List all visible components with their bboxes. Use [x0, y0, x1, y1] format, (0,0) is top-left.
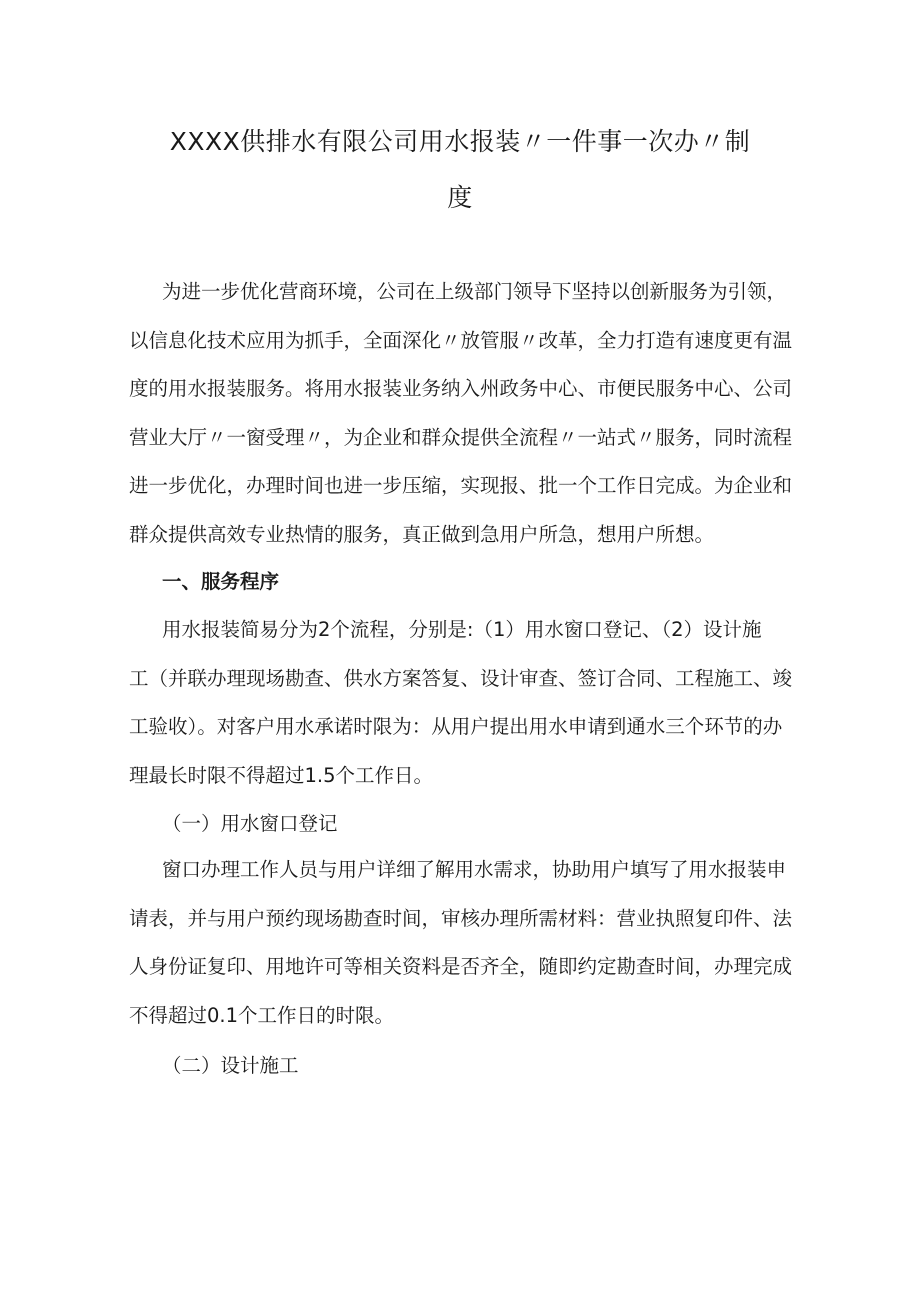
- paragraph-line: 度的用水报装服务。将用水报装业务纳入州政务中心、市便民服务中心、公司: [129, 377, 793, 400]
- document-title-line-1: XXXX供排水有限公司用水报装〃一件事一次办〃制: [169, 127, 751, 156]
- paragraph-line: 用水报装简易分为2个流程，分别是:（1）用水窗口登记、（2）设计施: [162, 618, 762, 641]
- document-title-line-2: 度: [447, 183, 473, 212]
- section-heading-service-procedure: 一、服务程序: [162, 570, 280, 593]
- paragraph-line: 进一步优化，办理时间也进一步压缩，实现报、批一个工作日完成。为企业和: [129, 474, 793, 497]
- paragraph-line: 不得超过0.1个工作日的时限。: [129, 1003, 395, 1027]
- section-1-paragraph: [129, 606, 819, 800]
- paragraph-line: 以信息化技术应用为抓手，全面深化〃放管服〃改革，全力打造有速度更有温: [129, 328, 793, 352]
- paragraph-line: 营业大厅〃一窗受理〃，为企业和群众提供全流程〃一站式〃服务，同时流程: [129, 425, 793, 449]
- paragraph-line: 窗口办理工作人员与用户详细了解用水需求，协助用户填写了用水报装申: [162, 858, 787, 881]
- intro-paragraph: [129, 268, 819, 559]
- subsection-heading-design-construction: （二）设计施工: [162, 1054, 299, 1077]
- subsection-heading-window-registration: （一）用水窗口登记: [162, 812, 338, 835]
- paragraph-line: 为进一步优化营商环境，公司在上级部门领导下坚持以创新服务为引领，: [162, 280, 787, 303]
- paragraph-line: 工（并联办理现场勘查、供水方案答复、设计审查、签订合同、工程施工、竣: [129, 666, 793, 690]
- subsection-1-paragraph: [129, 846, 819, 1040]
- paragraph-line: 理最长时限不得超过1.5个工作日。: [129, 763, 434, 787]
- paragraph-line: 人身份证复印、用地许可等相关资料是否齐全，随即约定勘查时间，办理完成: [129, 955, 793, 978]
- paragraph-line: 工验收）。对客户用水承诺时限为：从用户提出用水申请到通水三个环节的办: [129, 715, 783, 738]
- paragraph-line: 群众提供高效专业热情的服务，真正做到急用户所急，想用户所想。: [129, 522, 715, 546]
- paragraph-line: 请表，并与用户预约现场勘查时间，审核办理所需材料：营业执照复印件、法: [129, 906, 793, 930]
